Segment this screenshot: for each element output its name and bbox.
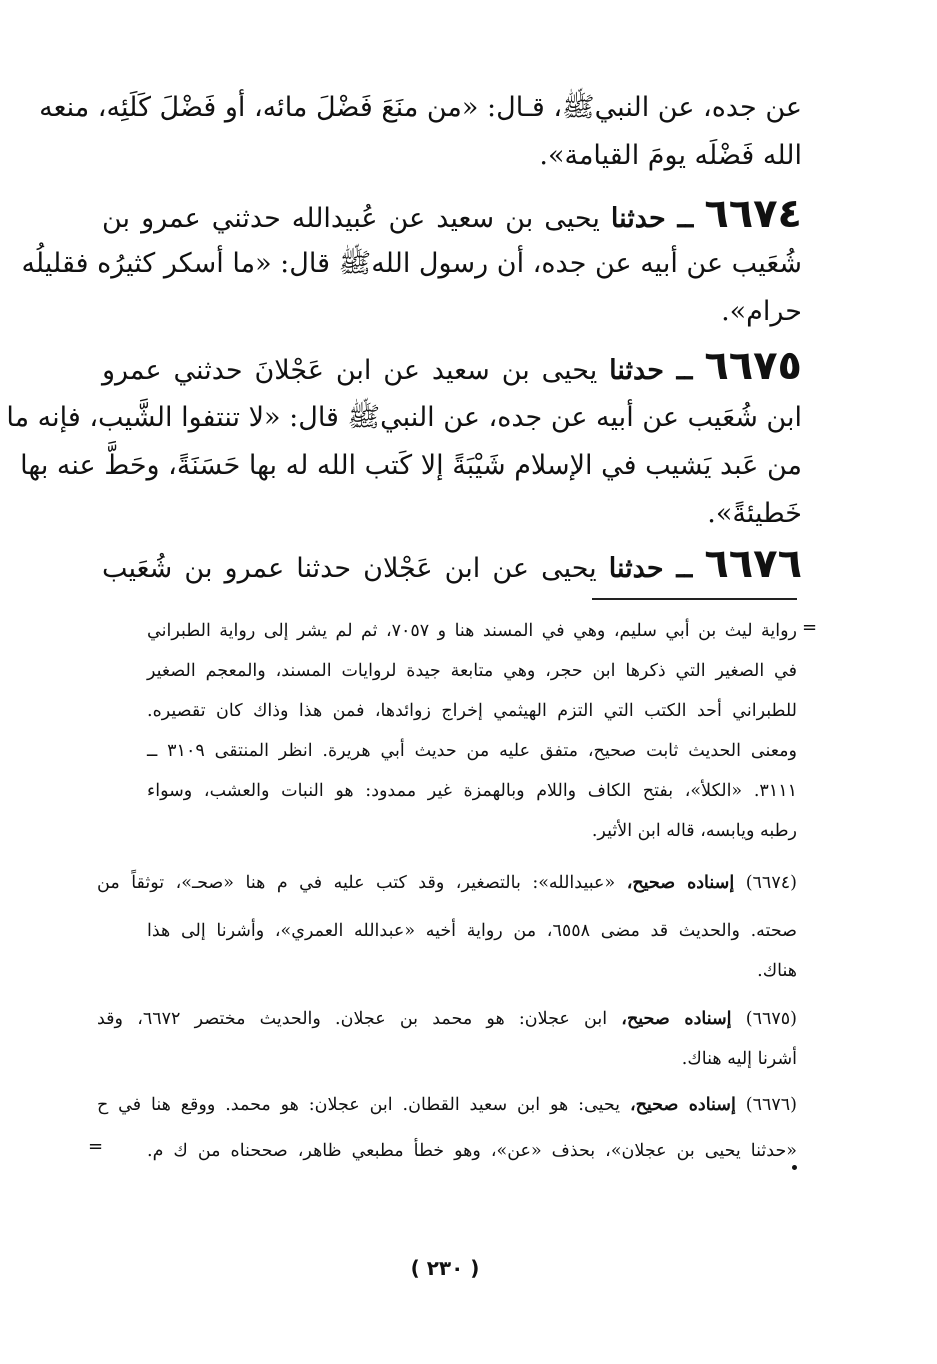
main-text-line: ابن شُعَيب عن أبيه عن جده، عن النبيﷺ قال: «لا تنتفوا الشَّيب، فإنه ما (6, 402, 802, 433)
footnote-text: ابن عجلان: هو محمد بن عجلان. والحديث مختصر ٦٦٧٢، وقد (97, 1009, 608, 1029)
footnote-line: صحته. والحديث قد مضى ٦٥٥٨، من رواية أخيه «عبدالله العمري»، وأشرنا إلى هذا (147, 921, 797, 941)
end-marker: = (88, 1136, 104, 1157)
main-text-line: الله فَضْلَه يومَ القيامة». (539, 140, 802, 171)
continuation-marker: = (802, 617, 818, 638)
footnote-6676 (97, 1090, 797, 1122)
footnote-6675 (97, 1004, 797, 1036)
main-text-line: عن جده، عن النبيﷺ، قـال: «من منَعَ فَضْلَ مائه، أو فَضْلَ كَلَئِه، منعه (39, 92, 802, 123)
hadith-number: ٦٦٧٤ (704, 191, 802, 237)
footnote-number: (٦٦٧٤) (745, 873, 797, 893)
footnote-line: ومعنى الحديث ثابت صحيح، متفق عليه من حديث أبي هريرة. انظر المنتقى ٣١٠٩ ــ (147, 741, 797, 761)
hadith-keyword: ــ حدثنا (610, 203, 694, 234)
footnote-line: هناك. (757, 961, 797, 981)
hadith-6674-heading (102, 190, 802, 240)
main-text-line: حرام». (721, 296, 802, 327)
footnote-separator (592, 598, 797, 600)
hadith-number: ٦٦٧٦ (704, 541, 802, 587)
hadith-text: يحيى بن سعيد عن عُبيدالله حدثني عمرو بن (102, 203, 600, 234)
footnote-text: «عبيدالله»: بالتصغير، وقد كتب عليه في م هنا «صحـ»، توثقاً من (97, 873, 616, 893)
footnote-line: «حدثنا يحيى بن عجلان»، بحذف «عن»، وهو خطأ مطبعي ظاهر، صححناه من ك م. (147, 1141, 797, 1161)
hadith-keyword: ــ حدثنا (609, 355, 693, 386)
footnote-grade: إسناده صحيح، (626, 873, 735, 893)
footnote-line: في الصغير التي ذكرها ابن حجر، وهي متابعة جيدة لروايات المسند، والمعجم الصغير (147, 661, 797, 681)
main-text-line: من عَبد يَشيب في الإسلام شَيْبَةً إلا كَتب الله له بها حَسَنَةً، وحَطَّ عنه بها (20, 450, 802, 481)
footnote-line: رواية ليث بن أبي سليم، وهي في المسند هنا و ٧٠٥٧، ثم لم يشر إلى رواية الطبراني (147, 621, 797, 641)
hadith-6676-heading (102, 540, 802, 590)
hadith-keyword: ــ حدثنا (608, 553, 693, 584)
footnote-grade: إسناده صحيح، (629, 1095, 736, 1115)
footnote-line: ٣١١١. «الكلأ»، بفتح الكاف واللام وبالهمزة غير ممدود: هو النبات والعشب، وسواء (147, 781, 797, 801)
hadith-number: ٦٦٧٥ (704, 343, 802, 389)
page-number: ( ٢٣٠ ) (410, 1256, 480, 1280)
footnote-number: (٦٦٧٦) (745, 1095, 797, 1115)
footnote-number: (٦٦٧٥) (745, 1009, 797, 1029)
footnote-line: أشرنا إليه هناك. (681, 1049, 797, 1069)
main-text-line: خَطيئةً». (707, 498, 802, 529)
footnote-line: للطبراني أحد الكتب التي التزم الهيثمي إخراج زوائدها، فمن هذا وذاك كان تقصيره. (147, 701, 797, 721)
footnote-grade: إسناده صحيح، (621, 1009, 732, 1029)
footnote-text: يحيى: هو ابن سعيد القطان. ابن عجلان: هو محمد. ووقع هنا في ح (97, 1095, 621, 1115)
hadith-text: يحيى عن ابن عَجْلان حدثنا عمرو بن شُعَيب (102, 553, 597, 584)
footnote-6674 (97, 868, 797, 900)
hadith-6675-heading (102, 342, 802, 392)
hadith-text: يحيى بن سعيد عن ابن عَجْلانَ حدثني عمرو (102, 355, 598, 386)
decorative-dot (792, 1165, 797, 1170)
footnote-line: رطبه ويابسه، قاله ابن الأثير. (591, 821, 797, 841)
main-text-line: شُعَيب عن أبيه عن جده، أن رسول اللهﷺ قال: «ما أسكر كثيرُه فقليلُه (21, 248, 802, 279)
